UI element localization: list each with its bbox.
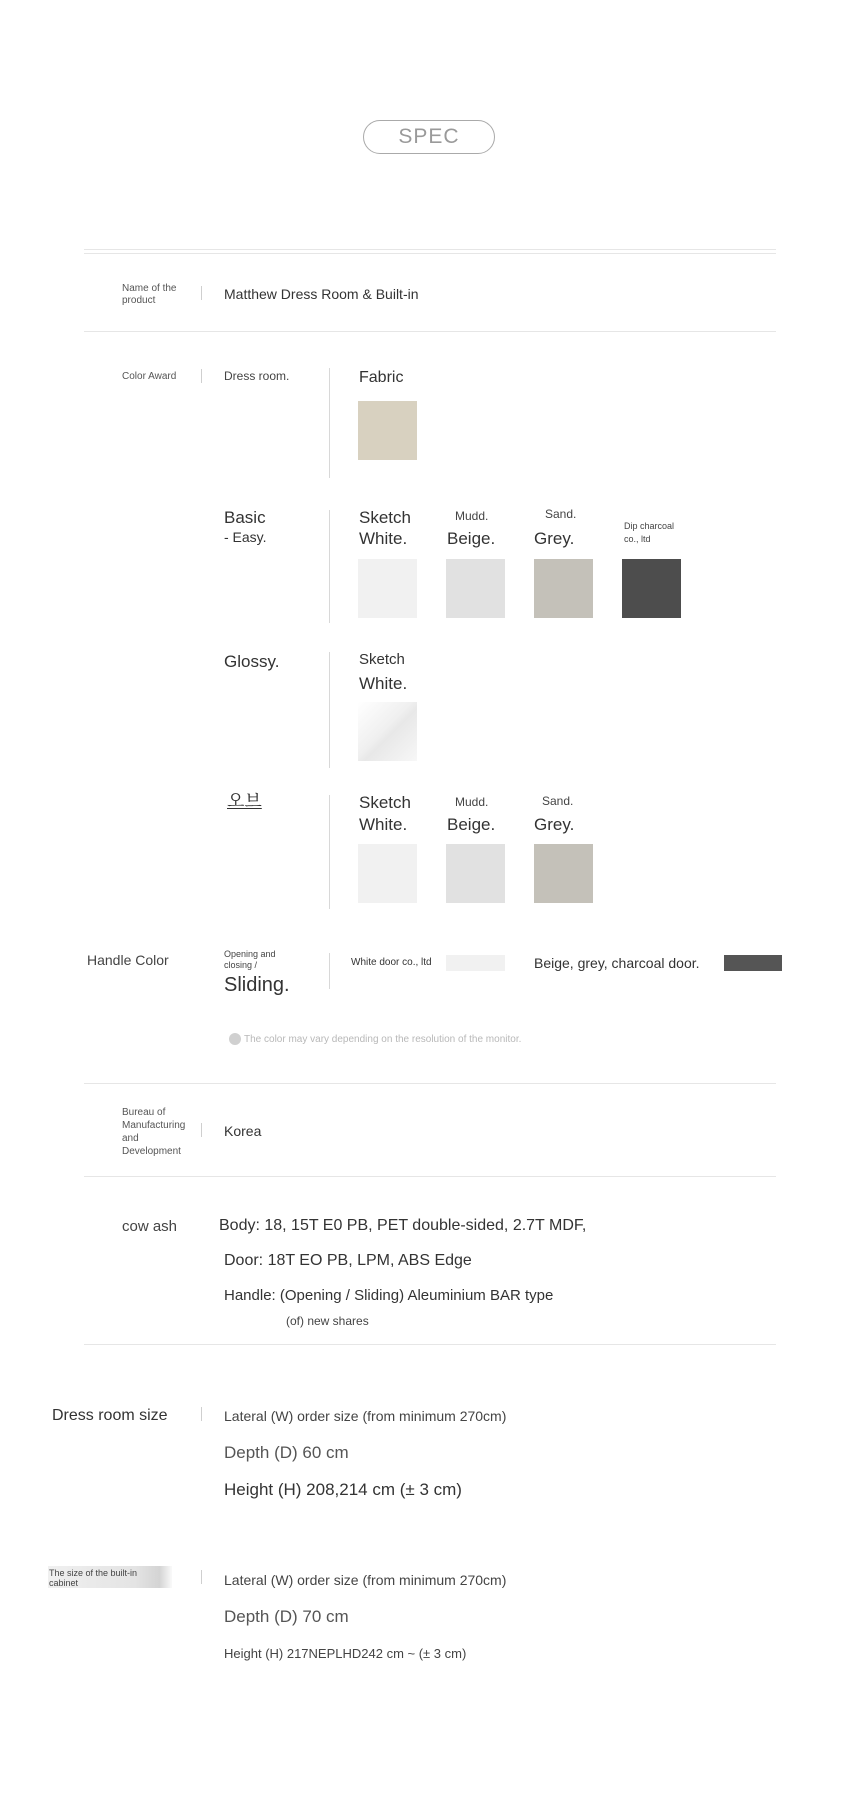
builtin-size-label: The size of the built-in cabinet bbox=[49, 1568, 138, 1588]
product-name-label: Name of the product bbox=[122, 283, 177, 306]
color-award-label: Color Award bbox=[122, 371, 177, 382]
fabric-swatch bbox=[358, 401, 417, 460]
divider bbox=[84, 253, 776, 254]
material-handle-sub: (of) new shares bbox=[286, 1314, 369, 1328]
builtin-size-height: Height (H) 217NEPLHD242 cm ~ (± 3 cm) bbox=[224, 1646, 467, 1661]
basic-label: Basic bbox=[224, 508, 266, 527]
row-tick bbox=[201, 369, 202, 383]
white-door-label: White door co., ltd bbox=[351, 957, 432, 968]
group-divider bbox=[329, 795, 330, 909]
orb-swatch-1-small: Sketch bbox=[359, 793, 411, 812]
basic-beige-swatch bbox=[446, 559, 505, 618]
group-divider bbox=[329, 368, 330, 478]
orb-grey-swatch bbox=[534, 844, 593, 903]
group-divider bbox=[329, 510, 330, 623]
manufacturing-value: Korea bbox=[224, 1123, 262, 1139]
divider bbox=[84, 249, 776, 250]
spec-badge: SPEC bbox=[363, 120, 495, 154]
opening-closing-label: Opening and closing / bbox=[224, 949, 276, 970]
orb-swatch-3-large: Grey. bbox=[534, 815, 575, 834]
material-handle: Handle: (Opening / Sliding) Aleuminium BAR type bbox=[224, 1287, 554, 1304]
basic-swatch-1-large: White. bbox=[359, 529, 408, 548]
dress-size-depth: Depth (D) 60 cm bbox=[224, 1443, 349, 1462]
basic-swatch-4-small: Dip charcoal co., ltd bbox=[624, 521, 675, 544]
orb-label: 오브 bbox=[227, 791, 262, 811]
builtin-size-depth: Depth (D) 70 cm bbox=[224, 1607, 349, 1626]
product-name-value: Matthew Dress Room & Built-in bbox=[224, 286, 419, 302]
basic-white-swatch bbox=[358, 559, 417, 618]
material-door: Door: 18T EO PB, LPM, ABS Edge bbox=[224, 1252, 472, 1269]
group-divider bbox=[329, 953, 330, 989]
glossy-white-swatch bbox=[358, 702, 417, 761]
glossy-swatch-large: White. bbox=[359, 674, 408, 693]
handle-color-label: Handle Color bbox=[87, 952, 169, 968]
basic-swatch-3-small: Sand. bbox=[545, 507, 577, 521]
dress-size-label: Dress room size bbox=[52, 1407, 168, 1424]
basic-swatch-3-large: Grey. bbox=[534, 529, 575, 548]
glossy-swatch-small: Sketch bbox=[359, 651, 405, 668]
orb-beige-swatch bbox=[446, 844, 505, 903]
basic-charcoal-swatch bbox=[622, 559, 681, 618]
row-tick bbox=[201, 286, 202, 300]
basic-swatch-2-small: Mudd. bbox=[455, 509, 489, 523]
divider bbox=[84, 331, 776, 332]
dress-room-label: Dress room. bbox=[224, 369, 290, 383]
row-tick bbox=[201, 1570, 202, 1584]
material-body: Body: 18, 15T E0 PB, PET double-sided, 2.7T MDF, bbox=[219, 1217, 587, 1234]
color-note: The color may vary depending on the resolution of the monitor. bbox=[244, 1034, 522, 1045]
basic-grey-swatch bbox=[534, 559, 593, 618]
material-label: cow ash bbox=[122, 1218, 178, 1235]
orb-swatch-2-small: Mudd. bbox=[455, 795, 489, 809]
builtin-size-lateral: Lateral (W) order size (from minimum 270cm) bbox=[224, 1572, 507, 1588]
row-tick bbox=[201, 1123, 202, 1137]
orb-swatch-2-large: Beige. bbox=[447, 815, 496, 834]
fabric-label: Fabric bbox=[359, 369, 404, 386]
dress-size-lateral: Lateral (W) order size (from minimum 270cm) bbox=[224, 1408, 507, 1424]
divider bbox=[84, 1344, 776, 1345]
easy-label: - Easy. bbox=[224, 529, 267, 545]
glossy-label: Glossy. bbox=[224, 652, 280, 671]
other-doors-label: Beige, grey, charcoal door. bbox=[534, 955, 700, 971]
white-door-swatch bbox=[446, 955, 505, 971]
group-divider bbox=[329, 652, 330, 768]
basic-swatch-1-small: Sketch bbox=[359, 508, 411, 527]
basic-swatch-2-large: Beige. bbox=[447, 529, 496, 548]
orb-swatch-1-large: White. bbox=[359, 815, 408, 834]
orb-swatch-3-small: Sand. bbox=[542, 794, 574, 808]
info-icon bbox=[229, 1033, 241, 1045]
divider bbox=[84, 1176, 776, 1177]
manufacturing-label: Bureau of Manufacturing and Development bbox=[122, 1107, 186, 1157]
charcoal-door-swatch bbox=[724, 955, 782, 971]
row-tick bbox=[201, 1407, 202, 1421]
orb-white-swatch bbox=[358, 844, 417, 903]
dress-size-height: Height (H) 208,214 cm (± 3 cm) bbox=[224, 1480, 462, 1499]
sliding-label: Sliding. bbox=[224, 974, 290, 996]
divider bbox=[84, 1083, 776, 1084]
